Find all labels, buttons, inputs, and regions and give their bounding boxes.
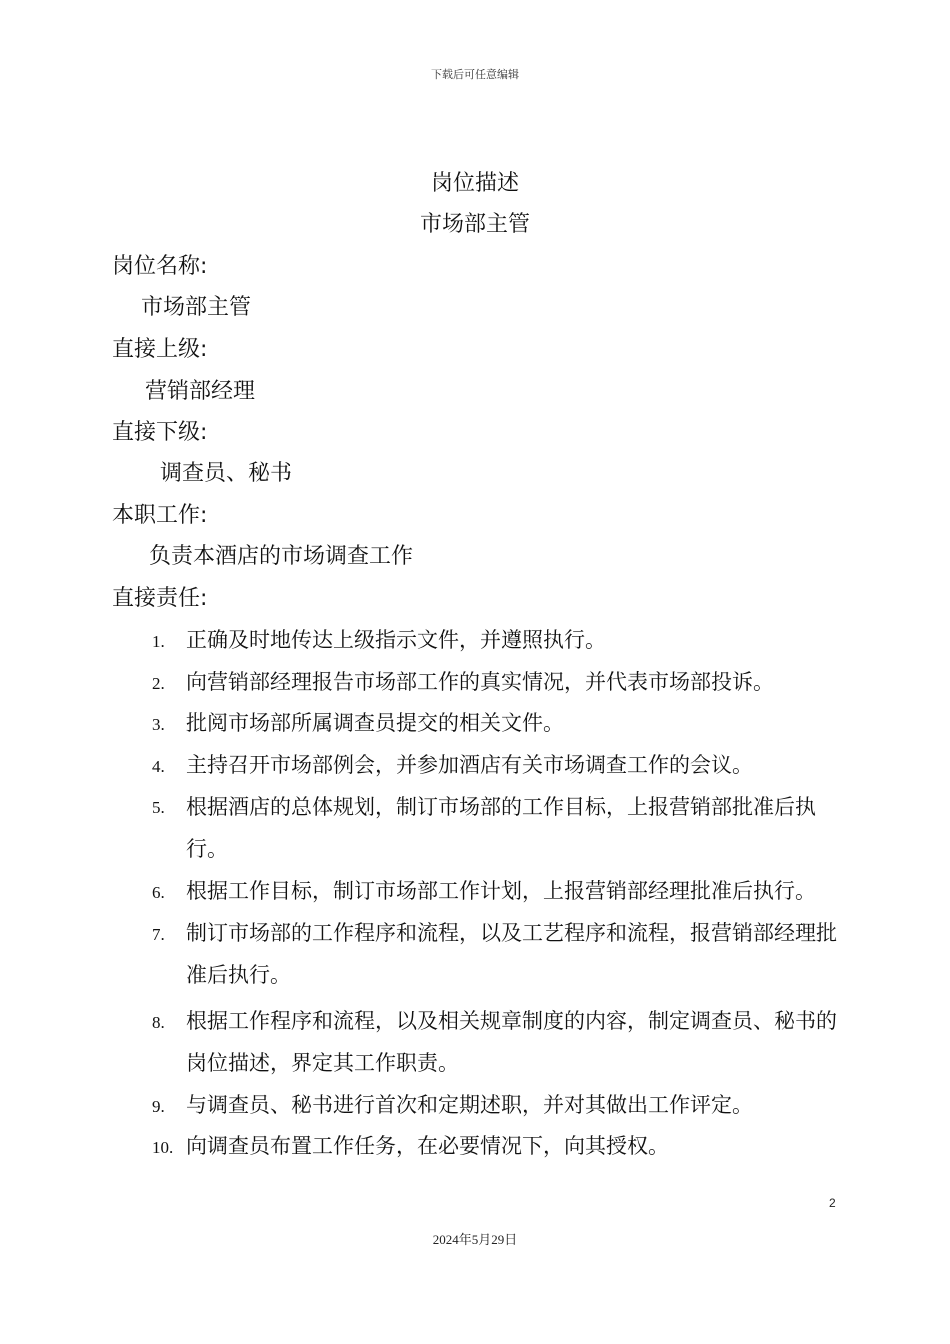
field-value-position-name: 市场部主管 bbox=[141, 295, 252, 320]
duty-number: 9. bbox=[152, 1097, 165, 1116]
field-value-main-work: 负责本酒店的市场调查工作 bbox=[149, 544, 414, 569]
duty-text: 与调查员、秘书进行首次和定期述职，并对其做出工作评定。 bbox=[186, 1093, 753, 1117]
duty-number: 6. bbox=[152, 883, 165, 902]
duty-text: 批阅市场部所属调查员提交的相关文件。 bbox=[186, 711, 564, 735]
field-value-direct-superior: 营销部经理 bbox=[145, 379, 256, 404]
field-value-direct-subordinates: 调查员、秘书 bbox=[160, 461, 293, 486]
duty-text: 主持召开市场部例会，并参加酒店有关市场调查工作的会议。 bbox=[186, 753, 753, 777]
duty-text: 根据酒店的总体规划，制订市场部的工作目标，上报营销部批准后执行。 bbox=[186, 795, 816, 861]
field-label-direct-superior: 直接上级: bbox=[112, 337, 208, 362]
duty-text: 向营销部经理报告市场部工作的真实情况，并代表市场部投诉。 bbox=[186, 670, 774, 694]
field-label-direct-subordinates: 直接下级: bbox=[112, 420, 208, 445]
duty-text: 根据工作程序和流程，以及相关规章制度的内容，制定调查员、秘书的岗位描述，界定其工作职责。 bbox=[186, 1009, 837, 1075]
duty-text: 向调查员布置工作任务，在必要情况下，向其授权。 bbox=[186, 1134, 669, 1158]
field-label-position-name: 岗位名称: bbox=[112, 254, 208, 279]
header-note: 下载后可任意编辑 bbox=[431, 68, 519, 81]
duties-label: 直接责任: bbox=[112, 586, 208, 611]
duty-number: 7. bbox=[152, 925, 165, 944]
duty-number: 1. bbox=[152, 632, 165, 651]
duty-number: 10. bbox=[152, 1138, 174, 1157]
duty-text: 根据工作目标，制订市场部工作计划，上报营销部经理批准后执行。 bbox=[186, 879, 816, 903]
page-subtitle: 市场部主管 bbox=[419, 212, 530, 237]
footer-date: 2024年5月29日 bbox=[432, 1232, 518, 1247]
page-number: 2 bbox=[829, 1196, 836, 1210]
duty-number: 8. bbox=[152, 1013, 165, 1032]
duty-number: 2. bbox=[152, 674, 165, 693]
field-label-main-work: 本职工作: bbox=[112, 503, 208, 528]
duty-number: 5. bbox=[152, 798, 165, 817]
duty-number: 3. bbox=[152, 715, 165, 734]
duty-number: 4. bbox=[152, 757, 165, 776]
duty-text: 制订市场部的工作程序和流程，以及工艺程序和流程，报营销部经理批准后执行。 bbox=[186, 921, 837, 987]
page-title: 岗位描述 bbox=[430, 171, 519, 196]
duty-text: 正确及时地传达上级指示文件，并遵照执行。 bbox=[186, 628, 606, 652]
